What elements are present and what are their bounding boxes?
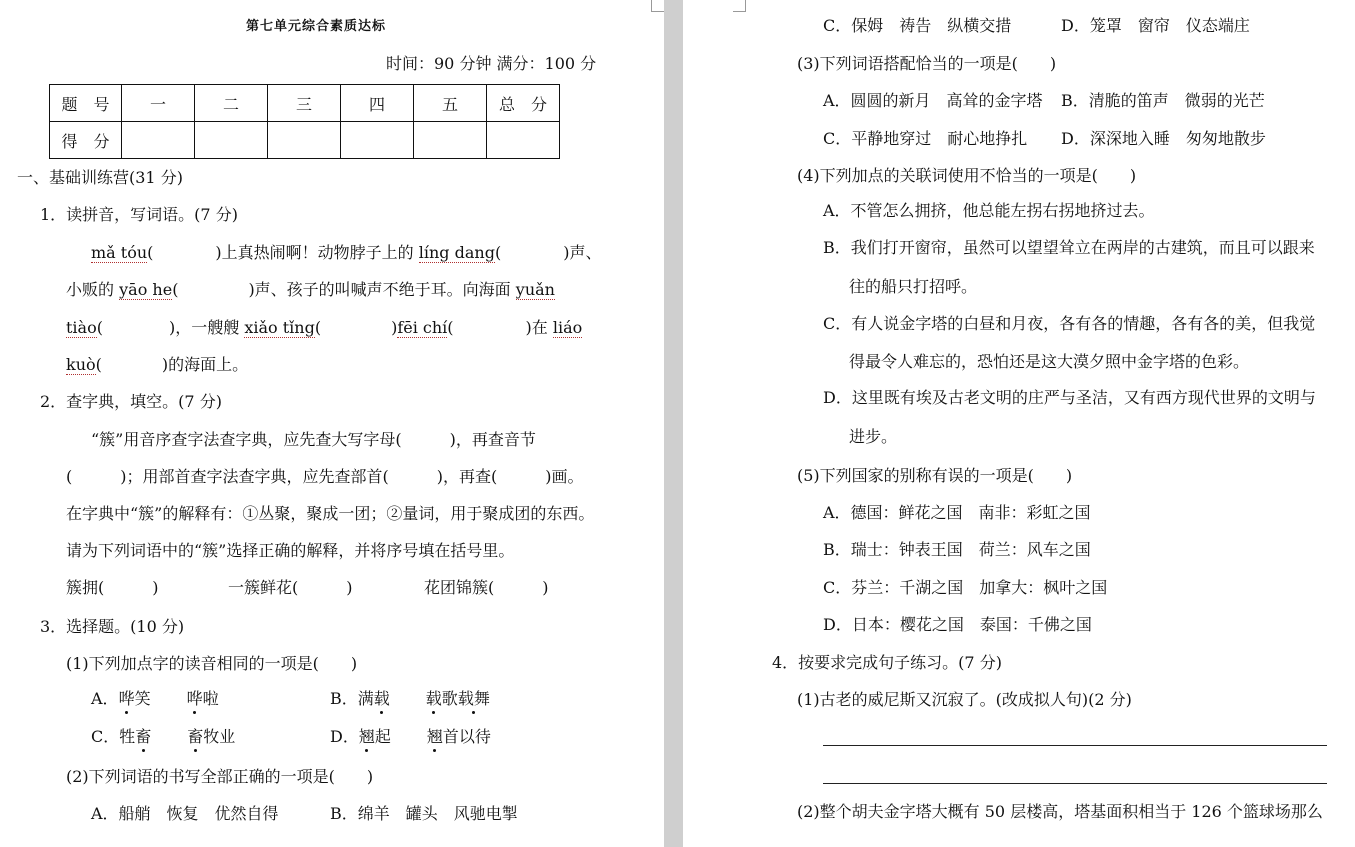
pinyin: yāo he [119, 280, 173, 299]
text-line: kuò( )的海面上。 [66, 355, 249, 374]
table-row [50, 85, 560, 122]
text: )在 [525, 318, 548, 337]
text-line: ( )；用部首查字法查字典，应先查部首( )，再查( )画。 [66, 467, 584, 486]
option-b: B．绵羊 罐头 风驰电掣 [330, 804, 518, 823]
text: 小贩的 [66, 280, 115, 299]
crop-mark [733, 0, 746, 12]
fill-item: 簇拥( ) [66, 578, 159, 597]
text-line: mǎ tóu( )上真热闹啊！动物脖子上的 líng dang( )声、 [91, 243, 602, 262]
option-a: A．船艄 恢复 优然自得 [91, 804, 279, 823]
option-d: D．深深地入睡 匆匆地散步 [1061, 129, 1266, 148]
text: )，一艘艘 [168, 318, 240, 337]
score-input-cell[interactable] [268, 122, 341, 159]
sub-question: (3)下列词语搭配恰当的一项是( ) [797, 54, 1057, 73]
text: )的海面上。 [161, 355, 249, 374]
table-cell: 一 [122, 85, 195, 122]
question-title: 2．查字典，填空。(7 分) [40, 392, 222, 411]
text: )声、孩子的叫喊声不绝于耳。向海面 [248, 280, 511, 299]
pinyin: liáo [552, 318, 583, 337]
time-score-info: 时间：90 分钟 满分：100 分 [386, 54, 597, 73]
option-b: B．我们打开窗帘，虽然可以望望耸立在两岸的古建筑，而且可以跟来 [823, 238, 1315, 257]
option-c-cont: 得最令人难忘的，恐怕还是这大漠夕照中金字塔的色彩。 [849, 352, 1250, 371]
table-cell: 三 [268, 85, 341, 122]
text-line: “簇”用音序查字法查字典，应先查大写字母( )，再查音节 [91, 430, 536, 449]
page-gutter [664, 0, 683, 847]
doc-title: 第七单元综合素质达标 [246, 19, 387, 34]
pinyin: yuǎn [515, 280, 555, 299]
pinyin: xiǎo tǐng [244, 318, 315, 337]
sub-question: (4)下列加点的关联词使用不恰当的一项是( ) [797, 166, 1137, 185]
pinyin: fēi chí [397, 318, 448, 337]
sub-question: (5)下列国家的别称有误的一项是( ) [797, 466, 1073, 485]
answer-line[interactable] [823, 783, 1327, 784]
sub-question: (1)下列加点字的读音相同的一项是( ) [66, 654, 358, 673]
sub-question: (2)整个胡夫金字塔大概有 50 层楼高，塔基面积相当于 126 个篮球场那么 [797, 802, 1323, 821]
table-row [50, 122, 560, 159]
question-title: 3．选择题。(10 分) [40, 617, 185, 636]
page-left [0, 0, 664, 847]
pinyin: líng dang [418, 243, 495, 262]
table-cell: 五 [414, 85, 487, 122]
pinyin: kuò [66, 355, 96, 374]
score-input-cell[interactable] [195, 122, 268, 159]
score-input-cell[interactable] [122, 122, 195, 159]
option-a: A．不管怎么拥挤，他总能左拐右拐地挤过去。 [823, 201, 1155, 220]
option-d: D．笼罩 窗帘 仪态端庄 [1061, 16, 1250, 35]
score-input-cell[interactable] [341, 122, 414, 159]
sub-question: (1)古老的威尼斯又沉寂了。(改成拟人句)(2 分) [797, 690, 1132, 709]
score-input-cell[interactable] [487, 122, 560, 159]
score-input-cell[interactable] [414, 122, 487, 159]
answer-line[interactable] [823, 745, 1327, 746]
option-c: C．有人说金字塔的白昼和月夜，各有各的情趣，各有各的美，但我觉 [823, 314, 1316, 333]
sub-question: (2)下列词语的书写全部正确的一项是( ) [66, 767, 374, 786]
fill-item: 一簇鲜花( ) [228, 578, 353, 597]
text-line: 小贩的 yāo he( )声、孩子的叫喊声不绝于耳。向海面 yuǎn [66, 280, 555, 299]
option-b-cont: 往的船只打招呼。 [849, 277, 978, 296]
option-a: A．圆圆的新月 高耸的金字塔 [823, 91, 1043, 110]
option-a: A．德国：鲜花之国 南非：彩虹之国 [823, 503, 1091, 522]
section-heading: 一、基础训练营(31 分) [17, 168, 183, 187]
table-cell: 二 [195, 85, 268, 122]
question-title: 1．读拼音，写词语。(7 分) [40, 205, 238, 224]
option-a: A．哗笑 哗啦 [91, 689, 219, 708]
text-line: tiào( )，一艘艘 xiǎo tǐng( )fēi chí( )在 liáo [66, 318, 583, 337]
text: )上真热闹啊！动物脖子上的 [215, 243, 414, 262]
question-title: 4．按要求完成句子练习。(7 分) [772, 653, 1002, 672]
option-d: D．翘起 翘首以待 [330, 727, 491, 746]
option-c: C．保姆 祷告 纵横交措 [823, 16, 1012, 35]
text-line: 请为下列词语中的“簇”选择正确的解释，并将序号填在括号里。 [66, 541, 515, 560]
pinyin: tiào [66, 318, 97, 337]
option-d: D．日本：樱花之国 泰国：千佛之国 [823, 615, 1092, 634]
table-cell: 总 分 [487, 85, 560, 122]
table-cell: 得 分 [50, 122, 122, 159]
option-d: D．这里既有埃及古老文明的庄严与圣洁，又有西方现代世界的文明与 [823, 388, 1316, 407]
fill-item: 花团锦簇( ) [424, 578, 549, 597]
score-table [49, 84, 560, 159]
text: )声、 [563, 243, 602, 262]
crop-mark [651, 0, 664, 12]
pinyin: mǎ tóu [91, 243, 148, 262]
option-b: B．瑞士：钟表王国 荷兰：风车之国 [823, 540, 1091, 559]
page-right [683, 0, 1355, 847]
option-c: C．牲畜 畜牧业 [91, 727, 236, 746]
table-cell: 四 [341, 85, 414, 122]
text-line: 在字典中“簇”的解释有：①丛聚，聚成一团；②量词，用于聚成团的东西。 [66, 504, 595, 523]
table-cell: 题 号 [50, 85, 122, 122]
option-c: C．芬兰：千湖之国 加拿大：枫叶之国 [823, 578, 1108, 597]
option-c: C．平静地穿过 耐心地挣扎 [823, 129, 1028, 148]
option-b: B．满载 载歌载舞 [330, 689, 490, 708]
option-d-cont: 进步。 [849, 427, 898, 446]
option-b: B．清脆的笛声 微弱的光芒 [1061, 91, 1265, 110]
